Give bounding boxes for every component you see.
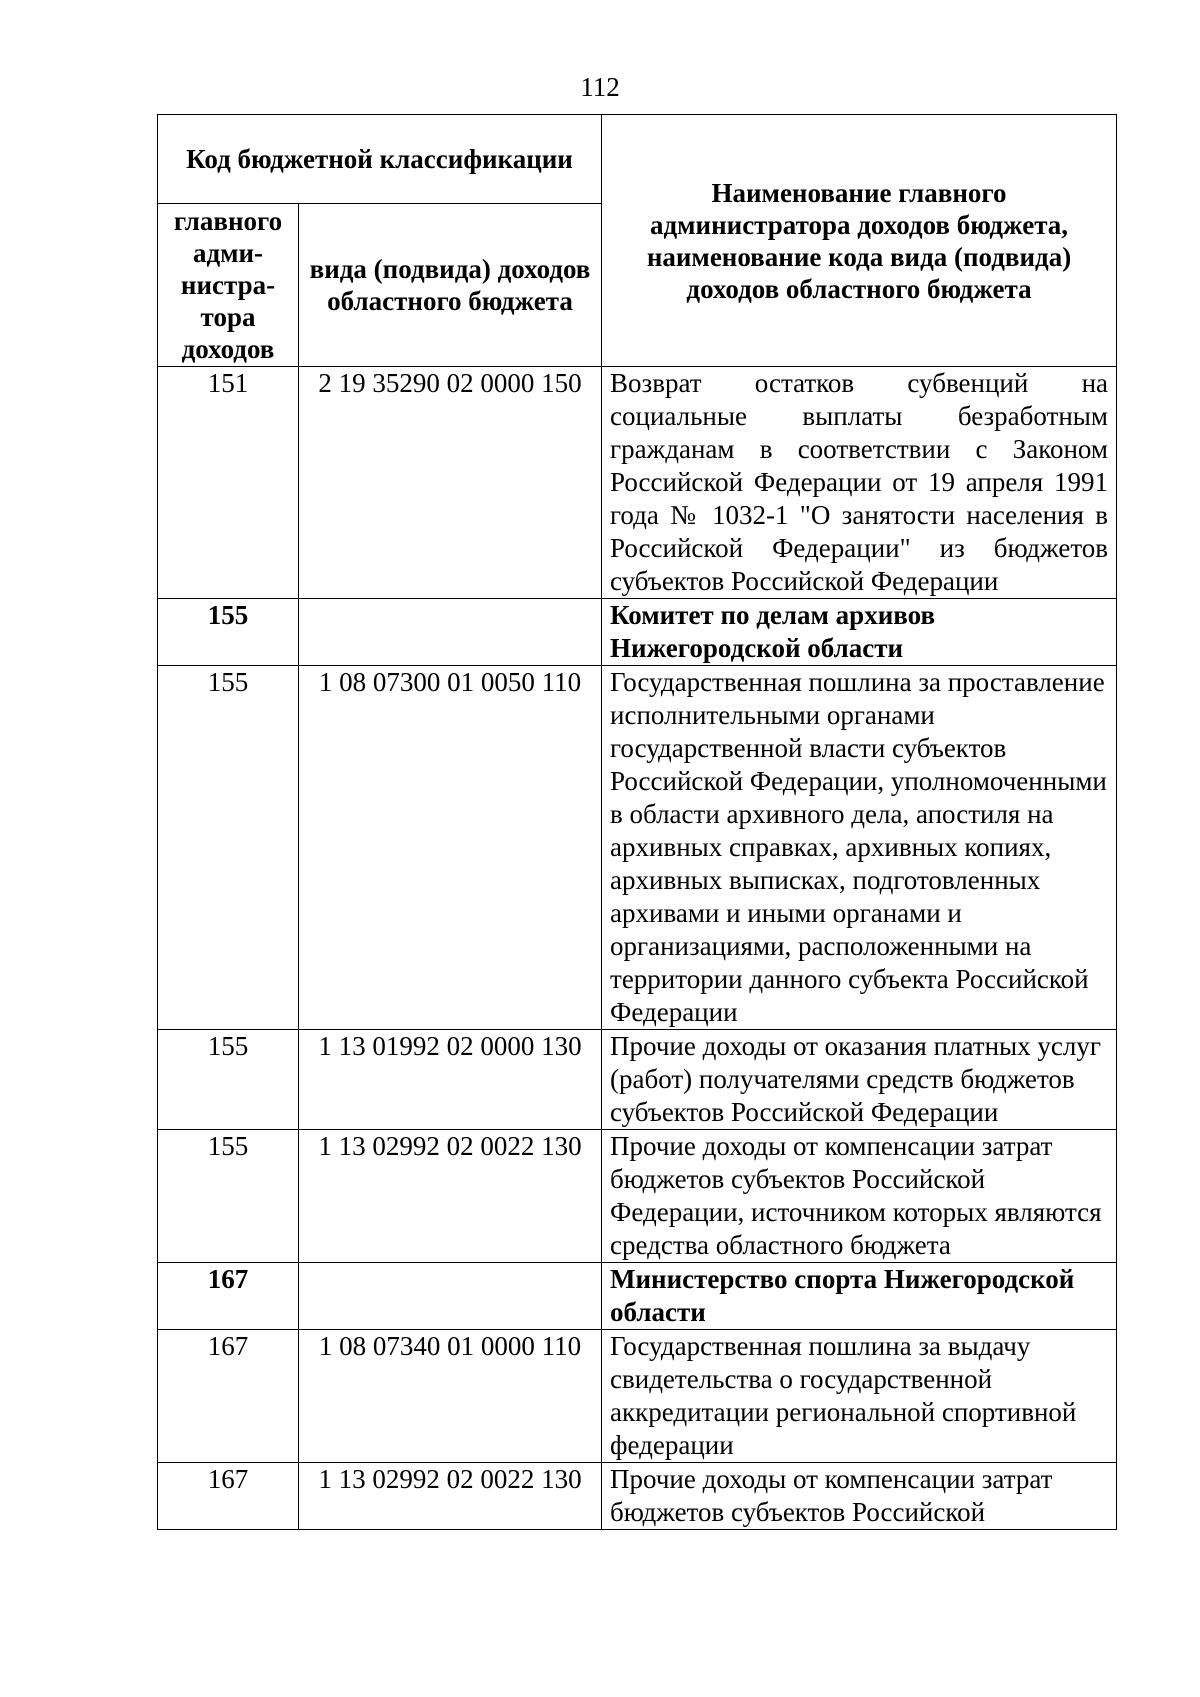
income-name-cell: Возврат остатков субвенций на социальные выплаты безработным гражданам в соответствии с Законом Российской Федерации от 19 апреля 1991 года № 1032-1 "О занятости населения в Российской Федерации" из бюджетов субъектов Российской Федерации	[602, 367, 1117, 599]
admin-code-cell: 151	[158, 367, 299, 599]
budget-classification-table	[157, 114, 1117, 1530]
table-row	[158, 1463, 1117, 1530]
administrator-name-cell: Министерство спорта Нижегородской области	[602, 1263, 1117, 1330]
admin-code-cell: 155	[158, 1130, 299, 1263]
income-code-cell: 1 08 07300 01 0050 110	[299, 666, 602, 1030]
income-code-cell: 1 13 02992 02 0022 130	[299, 1130, 602, 1263]
admin-code-cell: 155	[158, 666, 299, 1030]
income-code-cell	[299, 599, 602, 666]
income-code-cell: 2 19 35290 02 0000 150	[299, 367, 602, 599]
header-row-top	[158, 115, 1117, 204]
income-code-cell: 1 13 01992 02 0000 130	[299, 1030, 602, 1130]
admin-code-cell: 167	[158, 1330, 299, 1463]
income-code-cell	[299, 1263, 602, 1330]
income-name-cell: Прочие доходы от оказания платных услуг (работ) получателями средств бюджетов субъектов Российской Федерации	[602, 1030, 1117, 1130]
header-kbk: Код бюджетной классификации	[158, 115, 602, 204]
table-row	[158, 1030, 1117, 1130]
page-number: 112	[580, 72, 620, 102]
header-name-column: Наименование главного администратора доходов бюджета, наименование кода вида (подвида) доходов областного бюджета	[602, 115, 1117, 367]
income-code-cell: 1 13 02992 02 0022 130	[299, 1463, 602, 1530]
table-row	[158, 1330, 1117, 1463]
table-row-group-header	[158, 599, 1117, 666]
header-code-column: вида (подвида) доходов областного бюджета	[299, 204, 602, 367]
table-row-group-header	[158, 1263, 1117, 1330]
table-row	[158, 1130, 1117, 1263]
income-name-cell: Государственная пошлина за проставление исполнительными органами государственной власти субъектов Российской Федерации, уполномоченными в области архивного дела, апостиля на архивных справках, архивных копиях, архивных выписках, подготовленных архивами и иными органами и организациями, расположенными на территории данного субъекта Российской Федерации	[602, 666, 1117, 1030]
admin-code-cell: 155	[158, 1030, 299, 1130]
admin-code-cell: 155	[158, 599, 299, 666]
header-admin-column: главного адми-нистра-тора доходов	[158, 204, 299, 367]
income-code-cell: 1 08 07340 01 0000 110	[299, 1330, 602, 1463]
admin-code-cell: 167	[158, 1263, 299, 1330]
table-row	[158, 367, 1117, 599]
income-name-cell: Государственная пошлина за выдачу свидетельства о государственной аккредитации региональной спортивной федерации	[602, 1330, 1117, 1463]
table-row	[158, 666, 1117, 1030]
administrator-name-cell: Комитет по делам архивов Нижегородской области	[602, 599, 1117, 666]
admin-code-cell: 167	[158, 1463, 299, 1530]
income-name-cell: Прочие доходы от компенсации затрат бюджетов субъектов Российской Федерации, источником которых являются средства областного бюджета	[602, 1130, 1117, 1263]
income-name-cell: Прочие доходы от компенсации затрат бюджетов субъектов Российской	[602, 1463, 1117, 1530]
